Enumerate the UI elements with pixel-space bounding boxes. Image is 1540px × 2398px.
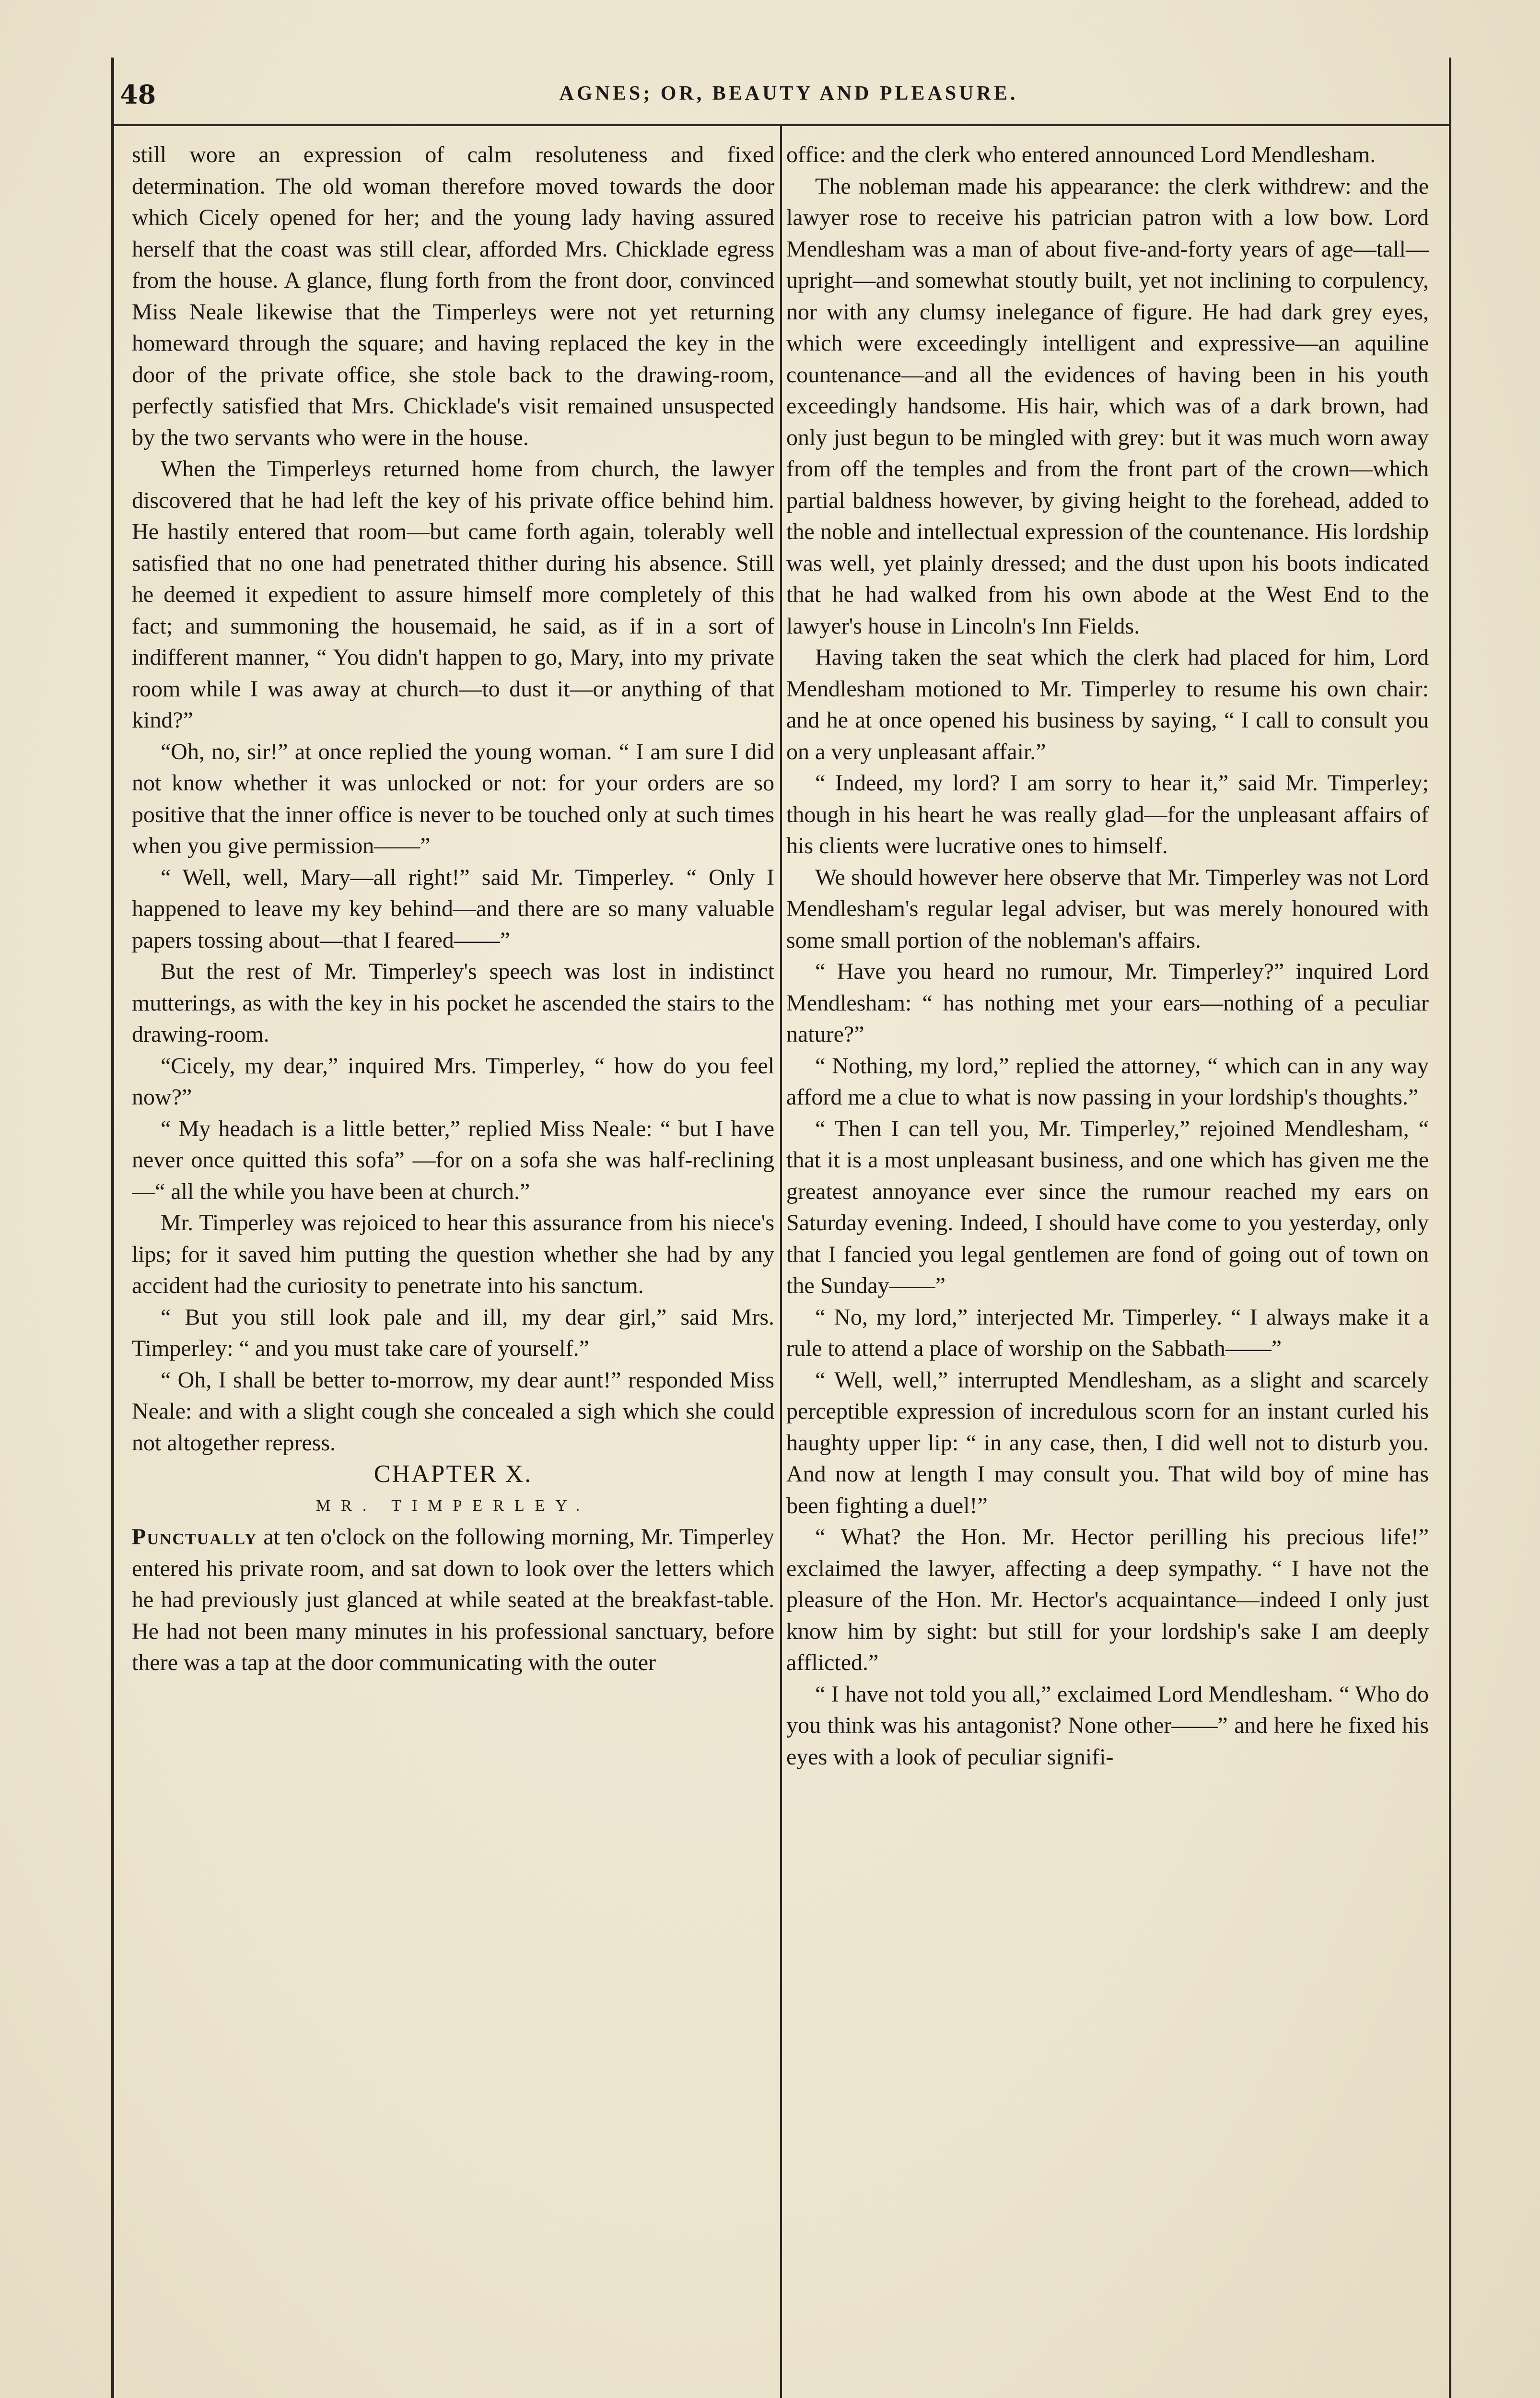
page-number: 48 bbox=[120, 79, 156, 110]
paragraph: When the Timperleys returned home from church, the lawyer discovered that he had left the key of his private office behind him. He hastily entered that room—but came forth again, tolerably well satisfied that no one had penetrated thither during his absence. Still he deemed it expedient to assure himself more completely of this fact; and summoning the housemaid, he said, as if in a sort of indifferent manner, “ You didn't happen to go, Mary, into my private room while I was away at church—to dust it—or anything of that kind?” bbox=[132, 456, 774, 733]
paragraph: “ Indeed, my lord? I am sorry to hear it,” said Mr. Timperley; though in his heart he was really glad—for the unpleasant affairs of his clients were lucrative ones to himself. bbox=[786, 770, 1429, 858]
paragraph: “Oh, no, sir!” at once replied the young woman. “ I am sure I did not know whether it was unlocked or not: for your orders are so positive that the inner office is never to be touched only at such times when you give permission——” bbox=[132, 739, 774, 858]
chapter-first-paragraph bbox=[132, 1521, 774, 1679]
left-border-rule bbox=[111, 58, 114, 2398]
paragraph: office: and the clerk who entered announced Lord Mendlesham. bbox=[786, 142, 1376, 167]
paragraph: “ Then I can tell you, Mr. Timperley,” rejoined Mendlesham, “ that it is a most unpleasant business, and one which has given me the greatest annoyance ever since the rumour reached my ears on Saturday evening. Indeed, I should have come to you yesterday, only that I fancied you legal gentlemen are fond of going out of town on the Sunday——” bbox=[786, 1116, 1429, 1298]
paragraph: “ Oh, I shall be better to-morrow, my dear aunt!” responded Miss Neale: and with a slight cough she concealed a sigh which she could not altogether repress. bbox=[132, 1367, 774, 1456]
paragraph: “ No, my lord,” interjected Mr. Timperley. “ I always make it a rule to attend a place of worship on the Sabbath——” bbox=[786, 1304, 1429, 1361]
paragraph: “ But you still look pale and ill, my dear girl,” said Mrs. Timperley: “ and you must take care of yourself.” bbox=[132, 1304, 774, 1361]
paragraph: “ Well, well, Mary—all right!” said Mr. Timperley. “ Only I happened to leave my key behind—and there are so many valuable papers tossing about—that I feared——” bbox=[132, 864, 774, 953]
paragraph: “ What? the Hon. Mr. Hector perilling his precious life!” exclaimed the lawyer, affecting a deep sympathy. “ I have not the pleasure of the Hon. Mr. Hector's acquaintance—indeed I only just know him by sight: but still for your lordship's sake I am deeply afflicted.” bbox=[786, 1524, 1429, 1675]
left-column bbox=[132, 139, 774, 2384]
paragraph: But the rest of Mr. Timperley's speech was lost in indistinct mutterings, as with the key in his pocket he ascended the stairs to the drawing-room. bbox=[132, 959, 774, 1047]
right-column bbox=[786, 139, 1429, 2384]
paragraph: We should however here observe that Mr. Timperley was not Lord Mendlesham's regular legal adviser, but was merely honoured with some small portion of the nobleman's affairs. bbox=[786, 864, 1429, 953]
chapter-first-paragraph-text: at ten o'clock on the following morning, Mr. Timperley entered his private room, and sat down to look over the letters which he had previously just glanced at while seated at the breakfast-table. He had not been many minutes in his professional sanctuary, before there was a tap at the door communicating with the outer bbox=[132, 1524, 774, 1675]
running-title: AGNES; OR, BEAUTY AND PLEASURE. bbox=[559, 82, 1018, 105]
paragraph: Having taken the seat which the clerk had placed for him, Lord Mendlesham motioned to Mr. Timperley to resume his own chair: and he at once opened his business by saying, “ I call to consult you on a very unpleasant affair.” bbox=[786, 645, 1429, 764]
paragraph: “Cicely, my dear,” inquired Mrs. Timperley, “ how do you feel now?” bbox=[132, 1053, 774, 1110]
page-header bbox=[120, 79, 1458, 113]
paragraph: Mr. Timperley was rejoiced to hear this assurance from his niece's lips; for it saved him putting the question whether she had by any accident had the curiosity to penetrate into his sanctum. bbox=[132, 1210, 774, 1298]
chapter-title: CHAPTER X. bbox=[373, 1460, 533, 1488]
paragraph: “ My headach is a little better,” replied Miss Neale: “ but I have never once quitted this sofa” —for on a sofa she was half-reclining—“ all the while you have been at church.” bbox=[132, 1116, 774, 1204]
column-divider bbox=[780, 126, 782, 2398]
paragraph: “ Have you heard no rumour, Mr. Timperley?” inquired Lord Mendlesham: “ has nothing met your ears—nothing of a peculiar nature?” bbox=[786, 959, 1429, 1047]
paragraph: still wore an expression of calm resoluteness and fixed determination. The old woman therefore moved towards the door which Cicely opened for her; and the young lady having assured herself that the coast was still clear, afforded Mrs. Chicklade egress from the house. A glance, flung forth from the front door, convinced Miss Neale likewise that the Timperleys were not yet returning homeward through the square; and having replaced the key in the door of the private office, she stole back to the drawing-room, perfectly satisfied that Mrs. Chicklade's visit remained unsuspected by the two servants who were in the house. bbox=[132, 142, 774, 450]
chapter-first-word: Punctually bbox=[132, 1524, 257, 1550]
paragraph: “ I have not told you all,” exclaimed Lord Mendlesham. “ Who do you think was his antagonist? None other——” and here he fixed his eyes with a look of peculiar signifi- bbox=[786, 1681, 1429, 1770]
paragraph: “ Nothing, my lord,” replied the attorney, “ which can in any way afford me a clue to what is now passing in your lordship's thoughts.” bbox=[786, 1053, 1429, 1110]
paragraph: The nobleman made his appearance: the clerk withdrew: and the lawyer rose to receive his patrician patron with a low bow. Lord Mendlesham was a man of about five-and-forty years of age—tall—upright—and somewhat stoutly built, yet not inclining to corpulency, nor with any clumsy inelegance of figure. He had dark grey eyes, which were exceedingly intelligent and expressive—an aquiline countenance—and all the evidences of having been in his youth exceedingly handsome. His hair, which was of a dark brown, had only just begun to be mingled with grey: but it was much worn away from off the temples and from the front part of the crown—which partial baldness however, by giving height to the forehead, added to the noble and intellectual expression of the countenance. His lordship was well, yet plainly dressed; and the dust upon his boots indicated that he had walked from his own abode at the West End to the lawyer's house in Lincoln's Inn Fields. bbox=[786, 173, 1429, 639]
paragraph: “ Well, well,” interrupted Mendlesham, as a slight and scarcely perceptible expression of incredulous scorn for an instant curled his haughty upper lip: “ in any case, then, I did well not to disturb you. And now at length I may consult you. That wild boy of mine has been fighting a duel!” bbox=[786, 1367, 1429, 1518]
chapter-subtitle: MR. TIMPERLEY. bbox=[315, 1496, 591, 1515]
right-border-rule bbox=[1449, 58, 1451, 2398]
